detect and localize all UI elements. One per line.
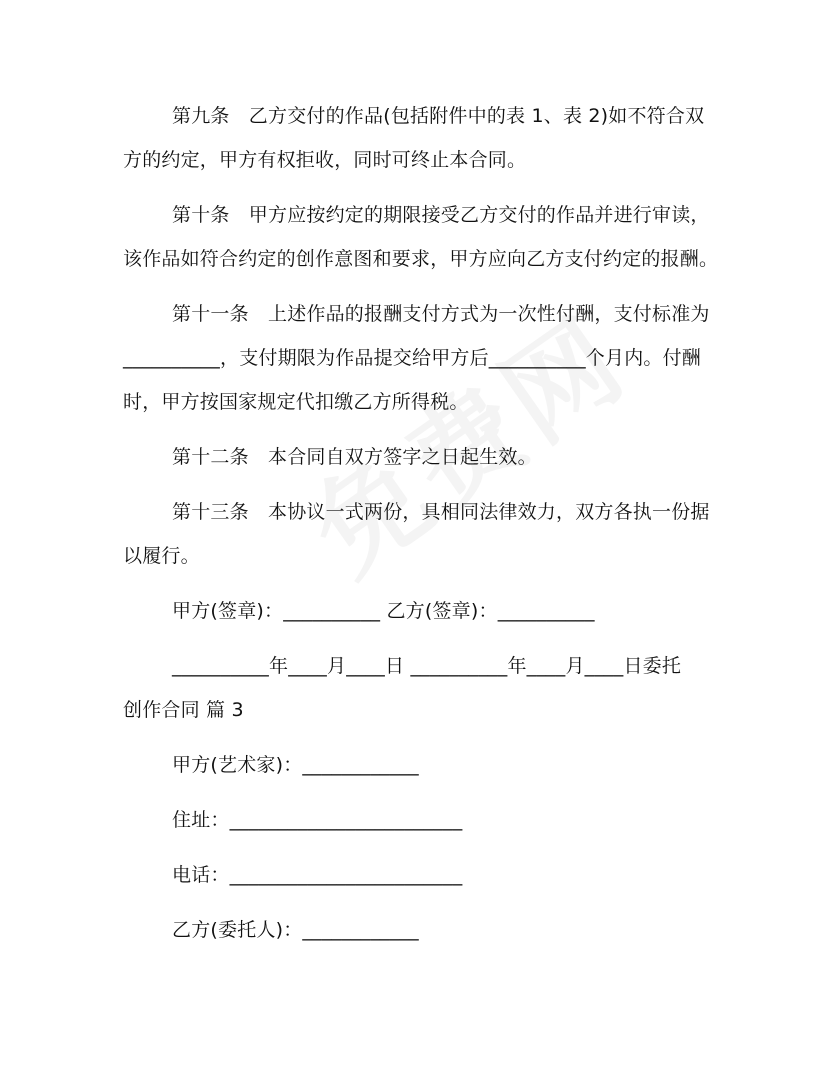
article-10-line-1: 第十条 甲方应按约定的期限接受乙方交付的作品并进行审读， [172, 204, 710, 226]
address-field: 住址：________________________ [172, 809, 463, 831]
party-a-artist: 甲方(艺术家)：____________ [172, 754, 419, 776]
article-13-line-1: 第十三条 本协议一式两份，具相同法律效力，双方各执一份据 [172, 501, 710, 523]
party-b-client: 乙方(委托人)：____________ [172, 919, 419, 941]
date-line: __________年____月____日 __________年____月____日委托 [172, 655, 682, 677]
article-9-line-2: 方的约定，甲方有权拒收，同时可终止本合同。 [123, 149, 527, 171]
article-12-line-1: 第十二条 本合同自双方签字之日起生效。 [172, 446, 537, 468]
article-11-line-1: 第十一条 上述作品的报酬支付方式为一次性付酬，支付标准为 [172, 303, 710, 325]
article-10-line-2: 该作品如符合约定的创作意图和要求，甲方应向乙方支付约定的报酬。 [123, 248, 719, 270]
section-title: 创作合同 篇 3 [123, 699, 244, 721]
article-13-line-2: 以履行。 [123, 545, 200, 567]
phone-field: 电话：________________________ [172, 864, 463, 886]
article-11-line-3: 时，甲方按国家规定代扣缴乙方所得税。 [123, 391, 469, 413]
signature-line: 甲方(签章)：__________ 乙方(签章)：__________ [172, 600, 595, 622]
article-9-line-1: 第九条 乙方交付的作品(包括附件中的表 1、表 2)如不符合双 [172, 105, 705, 127]
article-11-line-2: __________，支付期限为作品提交给甲方后__________个月内。付酬 [123, 347, 702, 369]
